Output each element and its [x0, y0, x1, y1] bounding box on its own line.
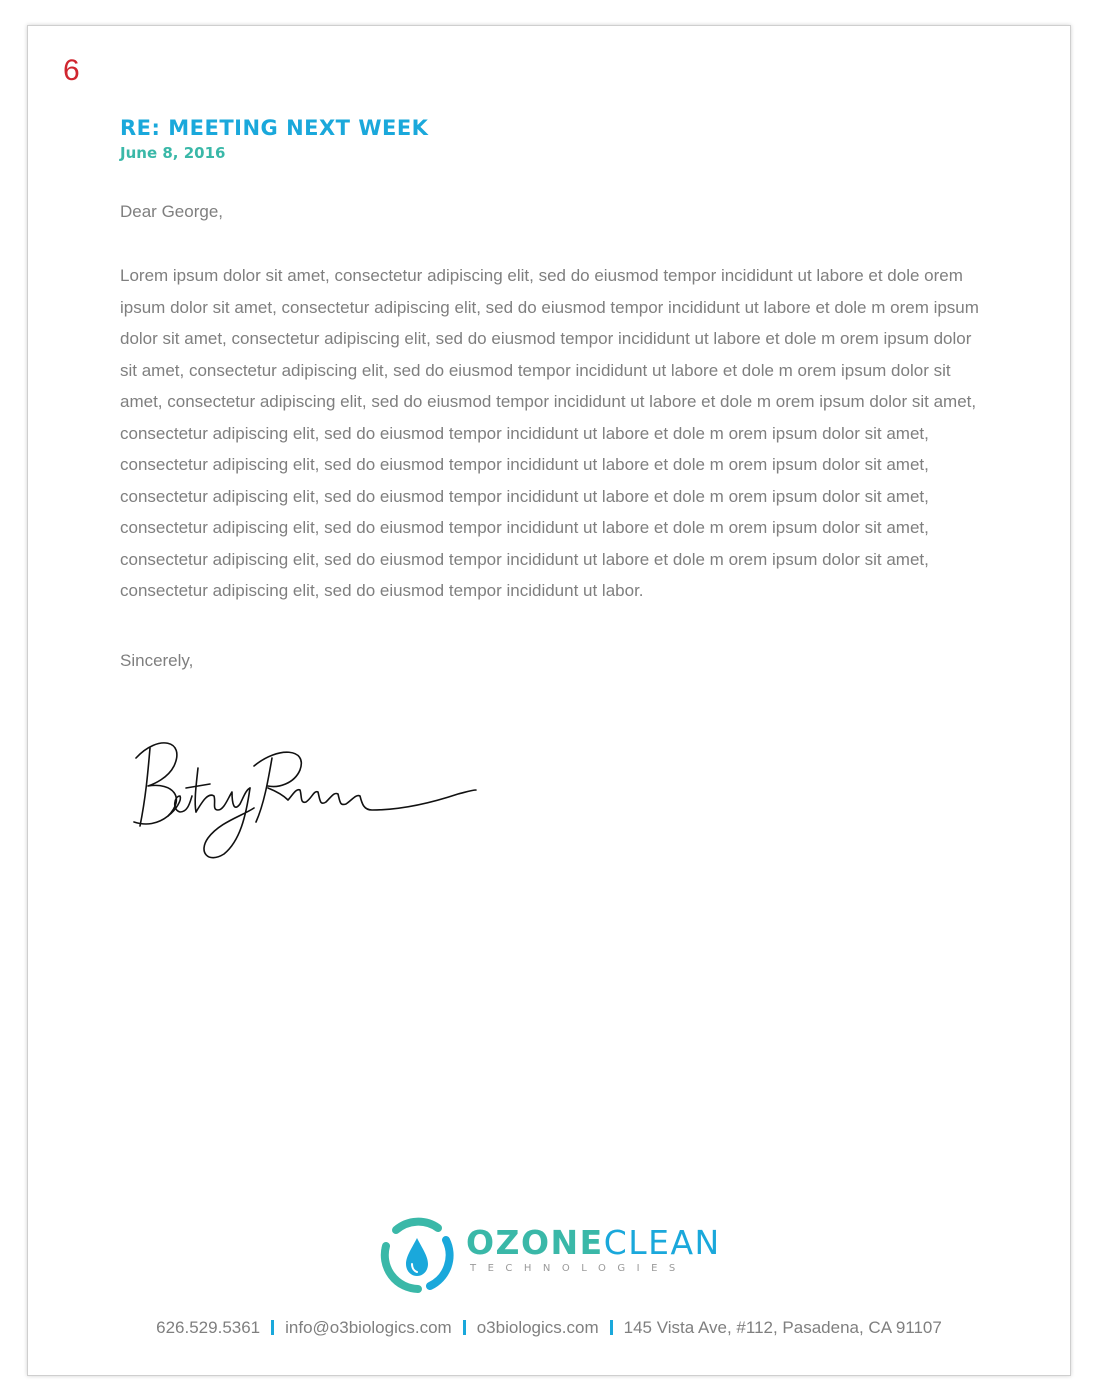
logo-word-ozone: OZONE	[466, 1223, 604, 1262]
logo-wordmark	[466, 1223, 721, 1262]
letter-closing: Sincerely,	[120, 650, 194, 670]
letter-subject: RE: MEETING NEXT WEEK	[120, 116, 429, 140]
letter-page	[27, 25, 1071, 1376]
letter-salutation: Dear George,	[120, 202, 223, 221]
footer-separator	[271, 1320, 274, 1335]
signature-image	[128, 726, 478, 866]
page-number: 6	[63, 54, 80, 87]
footer-address: 145 Vista Ave, #112, Pasadena, CA 91107	[623, 1318, 942, 1337]
contact-footer	[28, 1319, 1070, 1336]
company-logo	[378, 1216, 728, 1296]
footer-website[interactable]: o3biologics.com	[476, 1318, 599, 1337]
logo-tagline: TECHNOLOGIES	[470, 1263, 687, 1274]
footer-separator	[463, 1320, 466, 1335]
letter-content	[120, 118, 990, 669]
footer-phone: 626.529.5361	[156, 1318, 261, 1337]
letter-body: Lorem ipsum dolor sit amet, consectetur adipiscing elit, sed do eiusmod tempor incididunt ut labore et dole orem ipsum dolor sit amet, consectetur adipiscing elit, sed do eiusmod tempor incididunt ut labore et dole m orem ipsum dolor sit amet, consectetur adipiscing elit, sed do eiusmod tempor incididunt ut labore et dole m orem ipsum dolor sit amet, consectetur adipiscing elit, sed do eiusmod tempor incididunt ut labore et dole m orem ipsum dolor sit amet, consectetur adipiscing elit, sed do eiusmod tempor incididunt ut labore et dole m orem ipsum dolor sit amet, consectetur adipiscing elit, sed do eiusmod tempor incididunt ut labore et dole m orem ipsum dolor sit amet, consectetur adipiscing elit, sed do eiusmod tempor incididunt ut labore et dole m orem ipsum dolor sit amet, consectetur adipiscing elit, sed do eiusmod tempor incididunt ut labore et dole m orem ipsum dolor sit amet, consectetur adipiscing elit, sed do eiusmod tempor incididunt ut labore et dole m orem ipsum dolor sit amet, consectetur adipiscing elit, sed do eiusmod tempor incididunt ut labore et dole m orem ipsum dolor sit amet, consectetur adipiscing elit, sed do eiusmod tempor incididunt ut labor.	[120, 266, 979, 600]
logo-word-clean: CLEAN	[603, 1223, 721, 1262]
letter-date: June 8, 2016	[120, 144, 226, 162]
water-drop-ring-icon	[378, 1216, 456, 1294]
footer-email[interactable]: info@o3biologics.com	[285, 1318, 452, 1337]
footer-separator	[610, 1320, 613, 1335]
